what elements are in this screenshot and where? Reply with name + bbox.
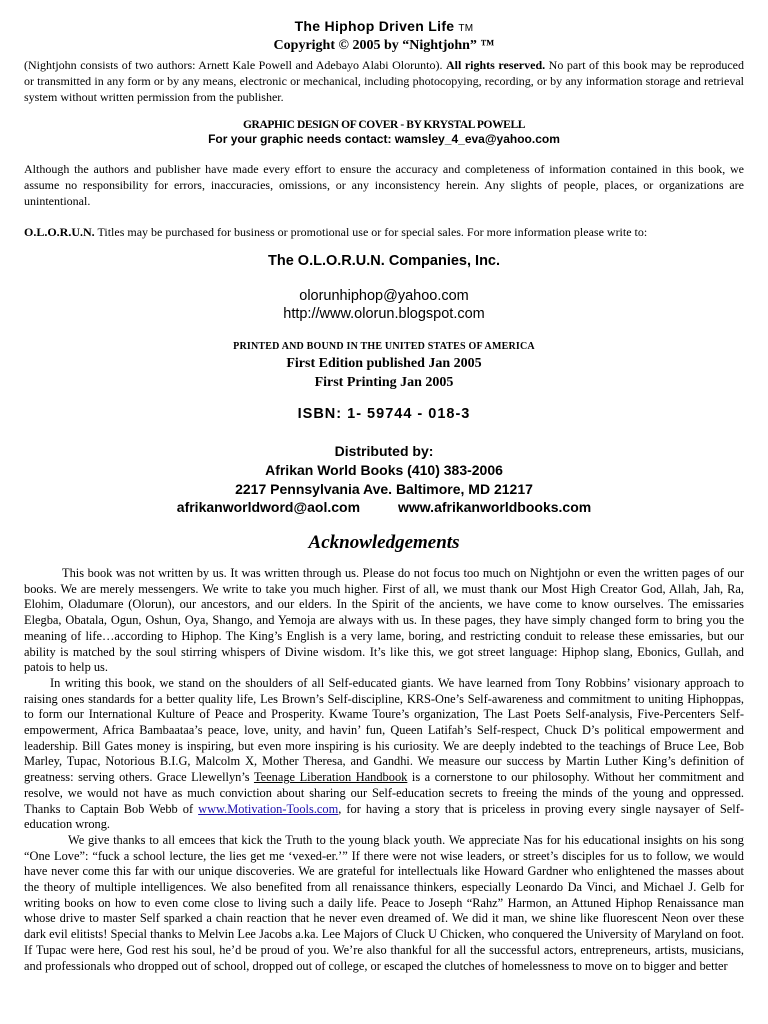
distributor-email[interactable]: afrikanworldword@aol.com (176, 499, 361, 515)
disclaimer-paragraph: Although the authors and publisher have made every effort to ensure the accuracy and completeness of information contained in this book, we assume no responsibility for errors, inaccuracies, omissions, or any inconsistency herein. Any slights of people, places, or organizations are unintentional. (24, 162, 744, 208)
sales-paragraph (24, 224, 744, 240)
company-website[interactable]: http://www.olorun.blogspot.com (283, 306, 485, 322)
sales-text: Titles may be purchased for business or promotional use or for special sales. For more information please write to: (94, 225, 648, 239)
sales-bold: O.L.O.R.U.N. (24, 225, 95, 239)
cover-design-credit: GRAPHIC DESIGN OF COVER - BY KRYSTAL POWELL (243, 119, 525, 131)
copyright-line: Copyright © 2005 by “Nightjohn” ™ (273, 38, 495, 53)
book-title-text: The Hiphop Driven Life (294, 18, 455, 34)
rights-text-after: No part of this book may be reproduced or transmitted in any form or by any means, electronic or mechanical, including photocopying, recording, or by any information storage and retrieval system without written permission from the publisher. (24, 58, 744, 104)
trademark-mark: TM (458, 23, 474, 34)
company-email[interactable]: olorunhiphop@yahoo.com (299, 288, 469, 304)
rights-paragraph (24, 57, 744, 105)
edition-line: First Edition published Jan 2005 (286, 356, 482, 371)
motivation-tools-link[interactable]: www.Motivation-Tools.com (198, 801, 339, 816)
acknowledgements-title: Acknowledgements (308, 532, 460, 553)
acknowledgements-paragraph-2 (24, 676, 744, 833)
book-title (24, 18, 744, 34)
cover-contact-line: For your graphic needs contact: wamsley_4_eva@yahoo.com (208, 132, 560, 146)
paragraph-2-text-b: is a cornerstone to our philosophy. Without her commitment and resolve, we would not have as much conviction about sharing our Self-education secrets to freeing the minds of the young and oppressed. Thanks to Captain Bob Webb of (24, 770, 745, 816)
company-name: The O.L.O.R.U.N. Companies, Inc. (267, 253, 501, 269)
acknowledgements-paragraph-1: This book was not written by us. It was written through us. Please do not focus too much on Nightjohn or even the written pages of our books. We are merely messengers. We write to take you much higher. First of all, we must thank our Most High Creator God, Allah, Jah, Ra, Elohim, Oladumare (Olorun), our ancestors, and our elders. In the Spirit of the ancients, we have come to know ourselves. The emissaries Elegba, Obatala, Ogun, Oshun, Oya, Shango, and Yemoja are always with us. In these pages, they have simply changed form to bring you the meaning of life…according to Hiphop. The King’s English is a very lame, boring, and restricting conduit to release these emissaries, but our ability is matched by the soul stirring whispers of Divine wisdom. It’s like this, we got street language: Hiphop slang, Ebonics, Gullah, and patois to help us. (24, 566, 744, 675)
isbn-line: ISBN: 1- 59744 - 018-3 (297, 406, 471, 422)
distributor-heading: Distributed by: (334, 443, 434, 459)
paragraph-2-text-a: In writing this book, we stand on the shoulders of all Self-educated giants. We have learned from Tony Robbins’ visionary approach to raising ones standards for a better quality life, Les Brown’s Self-discipline, KRS-One’s Self-awareness and commitment to uniting Hiphoppas, to form our International Kulture of Peace and Prosperity. Kwame Toure’s organization, The Last Poets Self-analysis, Five-Percenters Self-empowerment, Africa Bambaataa’s peace, love, unity, and havin’ fun, Queen Latifah’s Self-respect, Chuck D’s political empowerment and leadership. Bill Gates money is inspiring, but even more inspiring is his curiosity. We are deeply indebted to the teachings of Bruce Lee, Bob Marley, Tupac, Notorious B.I.G, Malcolm X, Mother Theresa, and Gandhi. We measure our success by Martin Luther King’s definition of greatness: serving others. Grace Llewellyn’s (24, 675, 744, 785)
distributor-contacts (24, 499, 744, 515)
acknowledgements-paragraph-3: We give thanks to all emcees that kick the Truth to the young black youth. We appreciate Nas for his educational insights on his song “One Love”: “fuck a school lecture, the lies get me ‘vexed-er.’” If there were not wise leaders, or street’s disciples for us to follow, we would have never come this far with our unique discoveries. We are grateful for intellectuals like Howard Gardner who enlightened the masses about the theory of multiple intelligences. We also benefited from all renaissance thinkers, especially Leonardo Da Vinci, and Michael J. Gelb for writing books on how to even come close to living such a daily life. Peace to Joseph “Rahz” Harmon, an Attuned Hiphop Renaissance man whose drive to master Self sparked a chain reaction that he never even dreamed of. We did it man, we shine like fluorescent Neon over these dark evil elitists! Special thanks to Melvin Lee Jacobs a.ka. Lee Majors of Cluck U Chicken, who conquered the University of Maryland on foot. If Tupac were here, God rest his soul, he’d be proud of you. We’re also thankful for all the successful actors, entrepreneurs, artists, musicians, and professionals who dropped out of school, dropped out of college, or escaped the clutches of homelessness to move on to bigger and better (24, 832, 744, 973)
printing-line: First Printing Jan 2005 (314, 375, 454, 390)
distributor-name: Afrikan World Books (410) 383-2006 (265, 462, 503, 478)
printed-in-line: PRINTED AND BOUND IN THE UNITED STATES OF AMERICA (233, 341, 535, 352)
distributor-address: 2217 Pennsylvania Ave. Baltimore, MD 21217 (235, 481, 533, 497)
handbook-title: Teenage Liberation Handbook (253, 770, 408, 785)
rights-text-before: (Nightjohn consists of two authors: Arnett Kale Powell and Adebayo Alabi Olorunto). (24, 58, 446, 72)
paragraph-2-text-c: , for having a story that is priceless in proving every single naysayer of Self-education wrong. (24, 801, 744, 832)
rights-bold: All rights reserved. (445, 58, 546, 72)
distributor-website[interactable]: www.afrikanworldbooks.com (398, 499, 592, 515)
